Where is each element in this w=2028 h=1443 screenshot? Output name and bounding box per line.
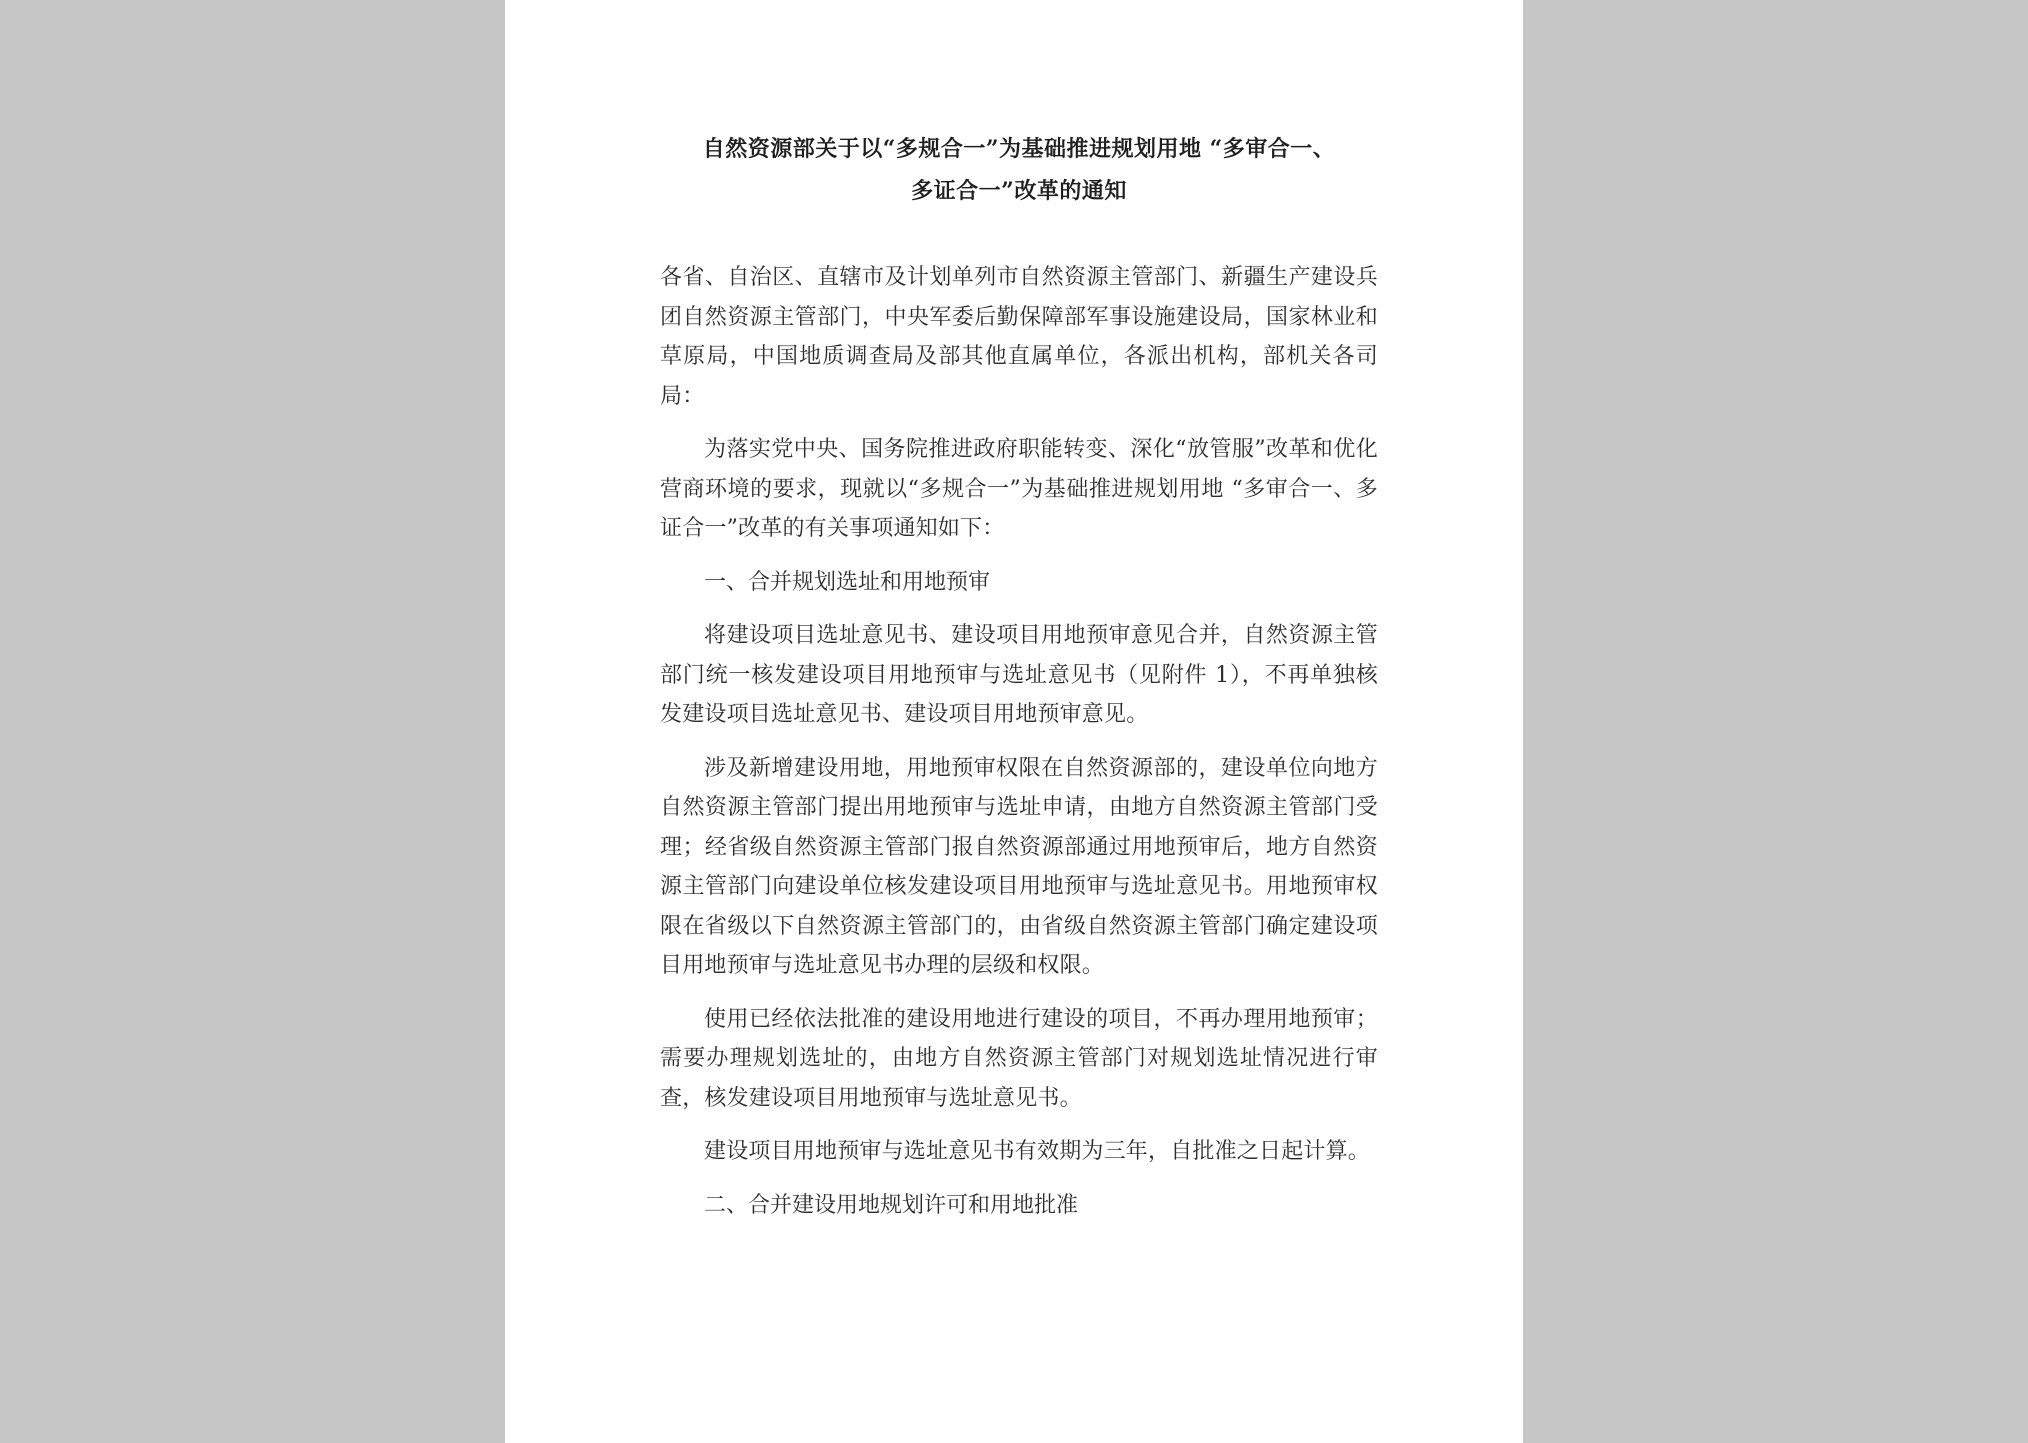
section-1-paragraph-2: 涉及新增建设用地，用地预审权限在自然资源部的，建设单位向地方自然资源主管部门提出用地预审与选址申请，由地方自然资源主管部门受理；经省级自然资源主管部门报自然资源部通过用地预审后，地方自然资源主管部门向建设单位核发建设项目用地预审与选址意见书。用地预审权限在省级以下自然资源主管部门的，由省级自然资源主管部门确定建设项目用地预审与选址意见书办理的层级和权限。 <box>660 755 1378 978</box>
document-title <box>660 128 1378 212</box>
section-1-paragraph-1: 将建设项目选址意见书、建设项目用地预审意见合并，自然资源主管部门统一核发建设项目用地预审与选址意见书（见附件 1），不再单独核发建设项目选址意见书、建设项目用地预审意见。 <box>660 623 1378 727</box>
section-1-paragraph-3: 使用已经依法批准的建设用地进行建设的项目，不再办理用地预审；需要办理规划选址的，由地方自然资源主管部门对规划选址情况进行审查，核发建设项目用地预审与选址意见书。 <box>660 1006 1378 1111</box>
title-line-2: 多证合一”改革的通知 <box>911 178 1127 204</box>
salutation-paragraph: 各省、自治区、直辖市及计划单列市自然资源主管部门、新疆生产建设兵团自然资源主管部门，中央军委后勤保障部军事设施建设局，国家林业和草原局，中国地质调查局及部其他直属单位，各派出机构，部机关各司局： <box>660 265 1378 409</box>
section-1-heading: 一、合并规划选址和用地预审 <box>704 569 991 595</box>
title-line-1: 自然资源部关于以“多规合一”为基础推进规划用地 “多审合一、 <box>702 136 1336 162</box>
section-2-heading: 二、合并建设用地规划许可和用地批准 <box>704 1192 1079 1218</box>
intro-paragraph: 为落实党中央、国务院推进政府职能转变、深化“放管服”改革和优化营商环境的要求，现就以“多规合一”为基础推进规划用地 “多审合一、多证合一”改革的有关事项通知如下： <box>660 437 1378 541</box>
document-body <box>660 128 1378 1239</box>
document-page <box>505 0 1523 1443</box>
section-1-paragraph-4: 建设项目用地预审与选址意见书有效期为三年，自批准之日起计算。 <box>704 1139 1371 1164</box>
